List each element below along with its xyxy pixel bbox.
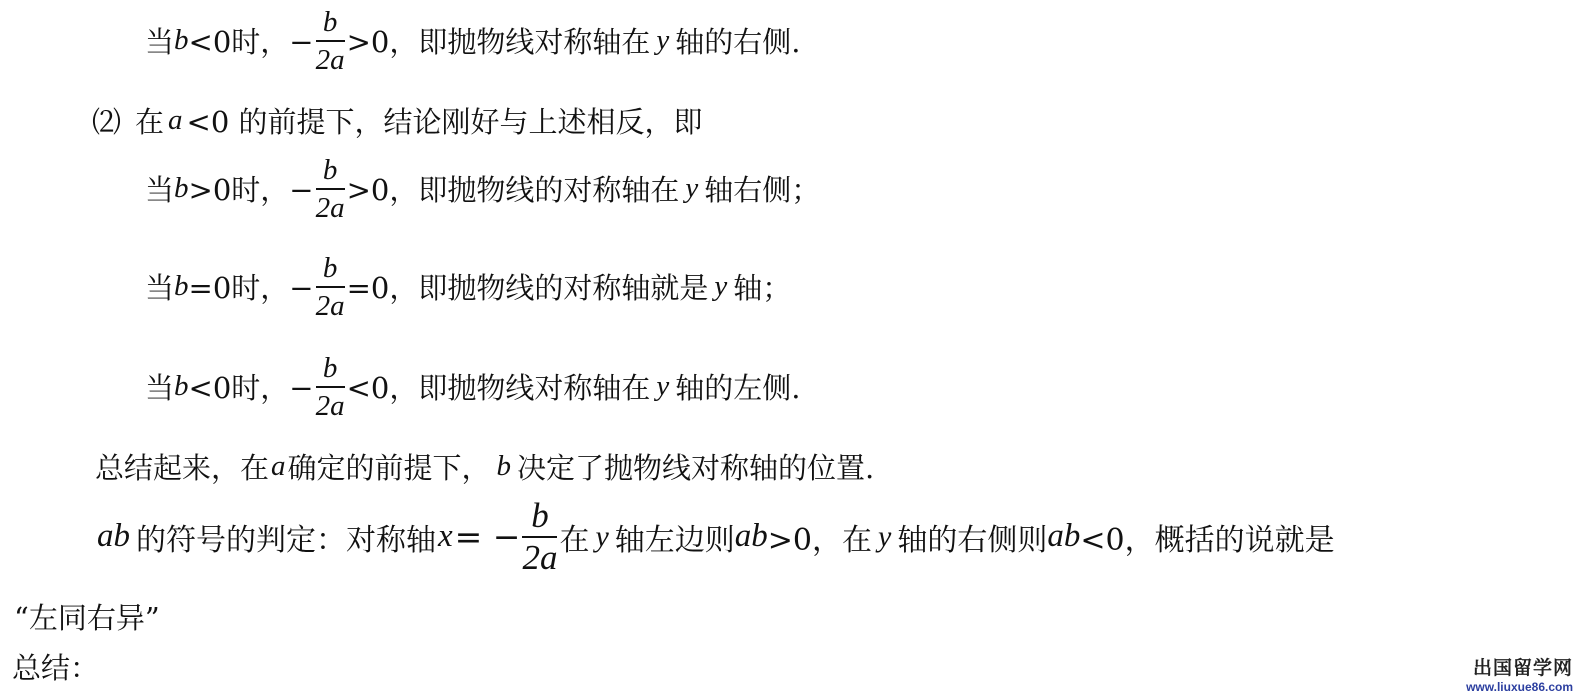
text: 在 (135, 105, 165, 139)
summary-heading (12, 646, 99, 687)
text: 总结起来，在 (95, 451, 270, 485)
var-ab: ab (734, 518, 768, 555)
case-b-zero (145, 250, 791, 324)
fraction-numerator: b (322, 352, 338, 384)
text: 的符号的判定：对称轴 (136, 522, 436, 558)
text: =0时，− (188, 271, 314, 306)
text: 总结： (12, 651, 100, 685)
var-y: y (878, 519, 892, 553)
text: 轴的左侧. (675, 371, 801, 406)
summary-sentence (95, 446, 874, 487)
case-b-negative-a-positive (145, 4, 800, 78)
fraction-b-over-2a (316, 152, 345, 226)
var-a: a (168, 104, 183, 136)
text: <0时，− (188, 371, 314, 406)
text: 当 (145, 371, 175, 406)
left-same-right-different (14, 596, 160, 637)
fraction-b-over-2a (316, 4, 345, 78)
text: 轴； (733, 271, 792, 306)
fraction-denominator: 2a (315, 389, 345, 422)
text: 当 (145, 173, 175, 208)
var-b: b (174, 270, 189, 303)
var-y: y (595, 519, 609, 553)
fraction-b-over-2a (522, 496, 557, 578)
var-y: y (656, 24, 670, 57)
case-b-positive (145, 152, 820, 226)
text: >0，即抛物线的对称轴在 (346, 173, 680, 208)
var-a: a (271, 450, 286, 482)
case-a-negative-intro (92, 100, 703, 141)
text: >0，在 (767, 522, 873, 558)
text: 轴右侧； (704, 173, 821, 208)
fraction-denominator: 2a (315, 191, 345, 224)
var-b: b (174, 370, 189, 403)
fraction-numerator: b (322, 154, 338, 186)
text: <0，概括的说就是 (1080, 522, 1335, 558)
var-y: y (714, 270, 728, 303)
var-ab: ab (1047, 518, 1081, 555)
text: <0，即抛物线对称轴在 (346, 371, 651, 406)
var-ab: ab (97, 518, 130, 555)
text: 确定的前提下， (287, 451, 491, 485)
fraction-numerator: b (531, 496, 549, 535)
text: 当 (145, 25, 175, 60)
fraction-b-over-2a (316, 250, 345, 324)
watermark-url: www.liuxue86.com (1466, 680, 1573, 694)
fraction-numerator: b (322, 252, 338, 284)
watermark-logo (1466, 653, 1573, 694)
text: <0 的前提下，结论刚好与上述相反，即 (186, 105, 703, 139)
fraction-denominator: 2a (522, 537, 558, 577)
var-b: b (496, 450, 512, 482)
text: >0，即抛物线对称轴在 (346, 25, 651, 60)
text: 轴左边则 (614, 522, 735, 558)
watermark-title: 出国留学网 (1472, 658, 1573, 679)
text: =0，即抛物线的对称轴就是 (346, 271, 709, 306)
var-b: b (174, 172, 189, 205)
text: “左同右异” (14, 601, 160, 635)
fraction-denominator: 2a (315, 289, 345, 322)
fraction-denominator: 2a (315, 43, 345, 76)
var-y: y (656, 370, 670, 403)
ab-sign-rule (97, 496, 1335, 578)
fraction-numerator: b (322, 6, 338, 38)
text: 在 (559, 522, 590, 558)
var-x: x (438, 518, 453, 555)
text: >0时，− (188, 173, 314, 208)
text: 当 (145, 271, 175, 306)
text: 轴的右侧. (675, 25, 801, 60)
var-y: y (685, 172, 699, 205)
case-b-negative (145, 350, 800, 424)
text: 决定了抛物线对称轴的位置. (517, 451, 875, 485)
text: 轴的右侧则 (897, 522, 1048, 558)
fraction-b-over-2a (316, 350, 345, 424)
text: <0时，− (188, 25, 314, 60)
text: = − (454, 517, 521, 557)
var-b: b (174, 24, 189, 57)
item-marker: ⑵ (92, 105, 122, 139)
